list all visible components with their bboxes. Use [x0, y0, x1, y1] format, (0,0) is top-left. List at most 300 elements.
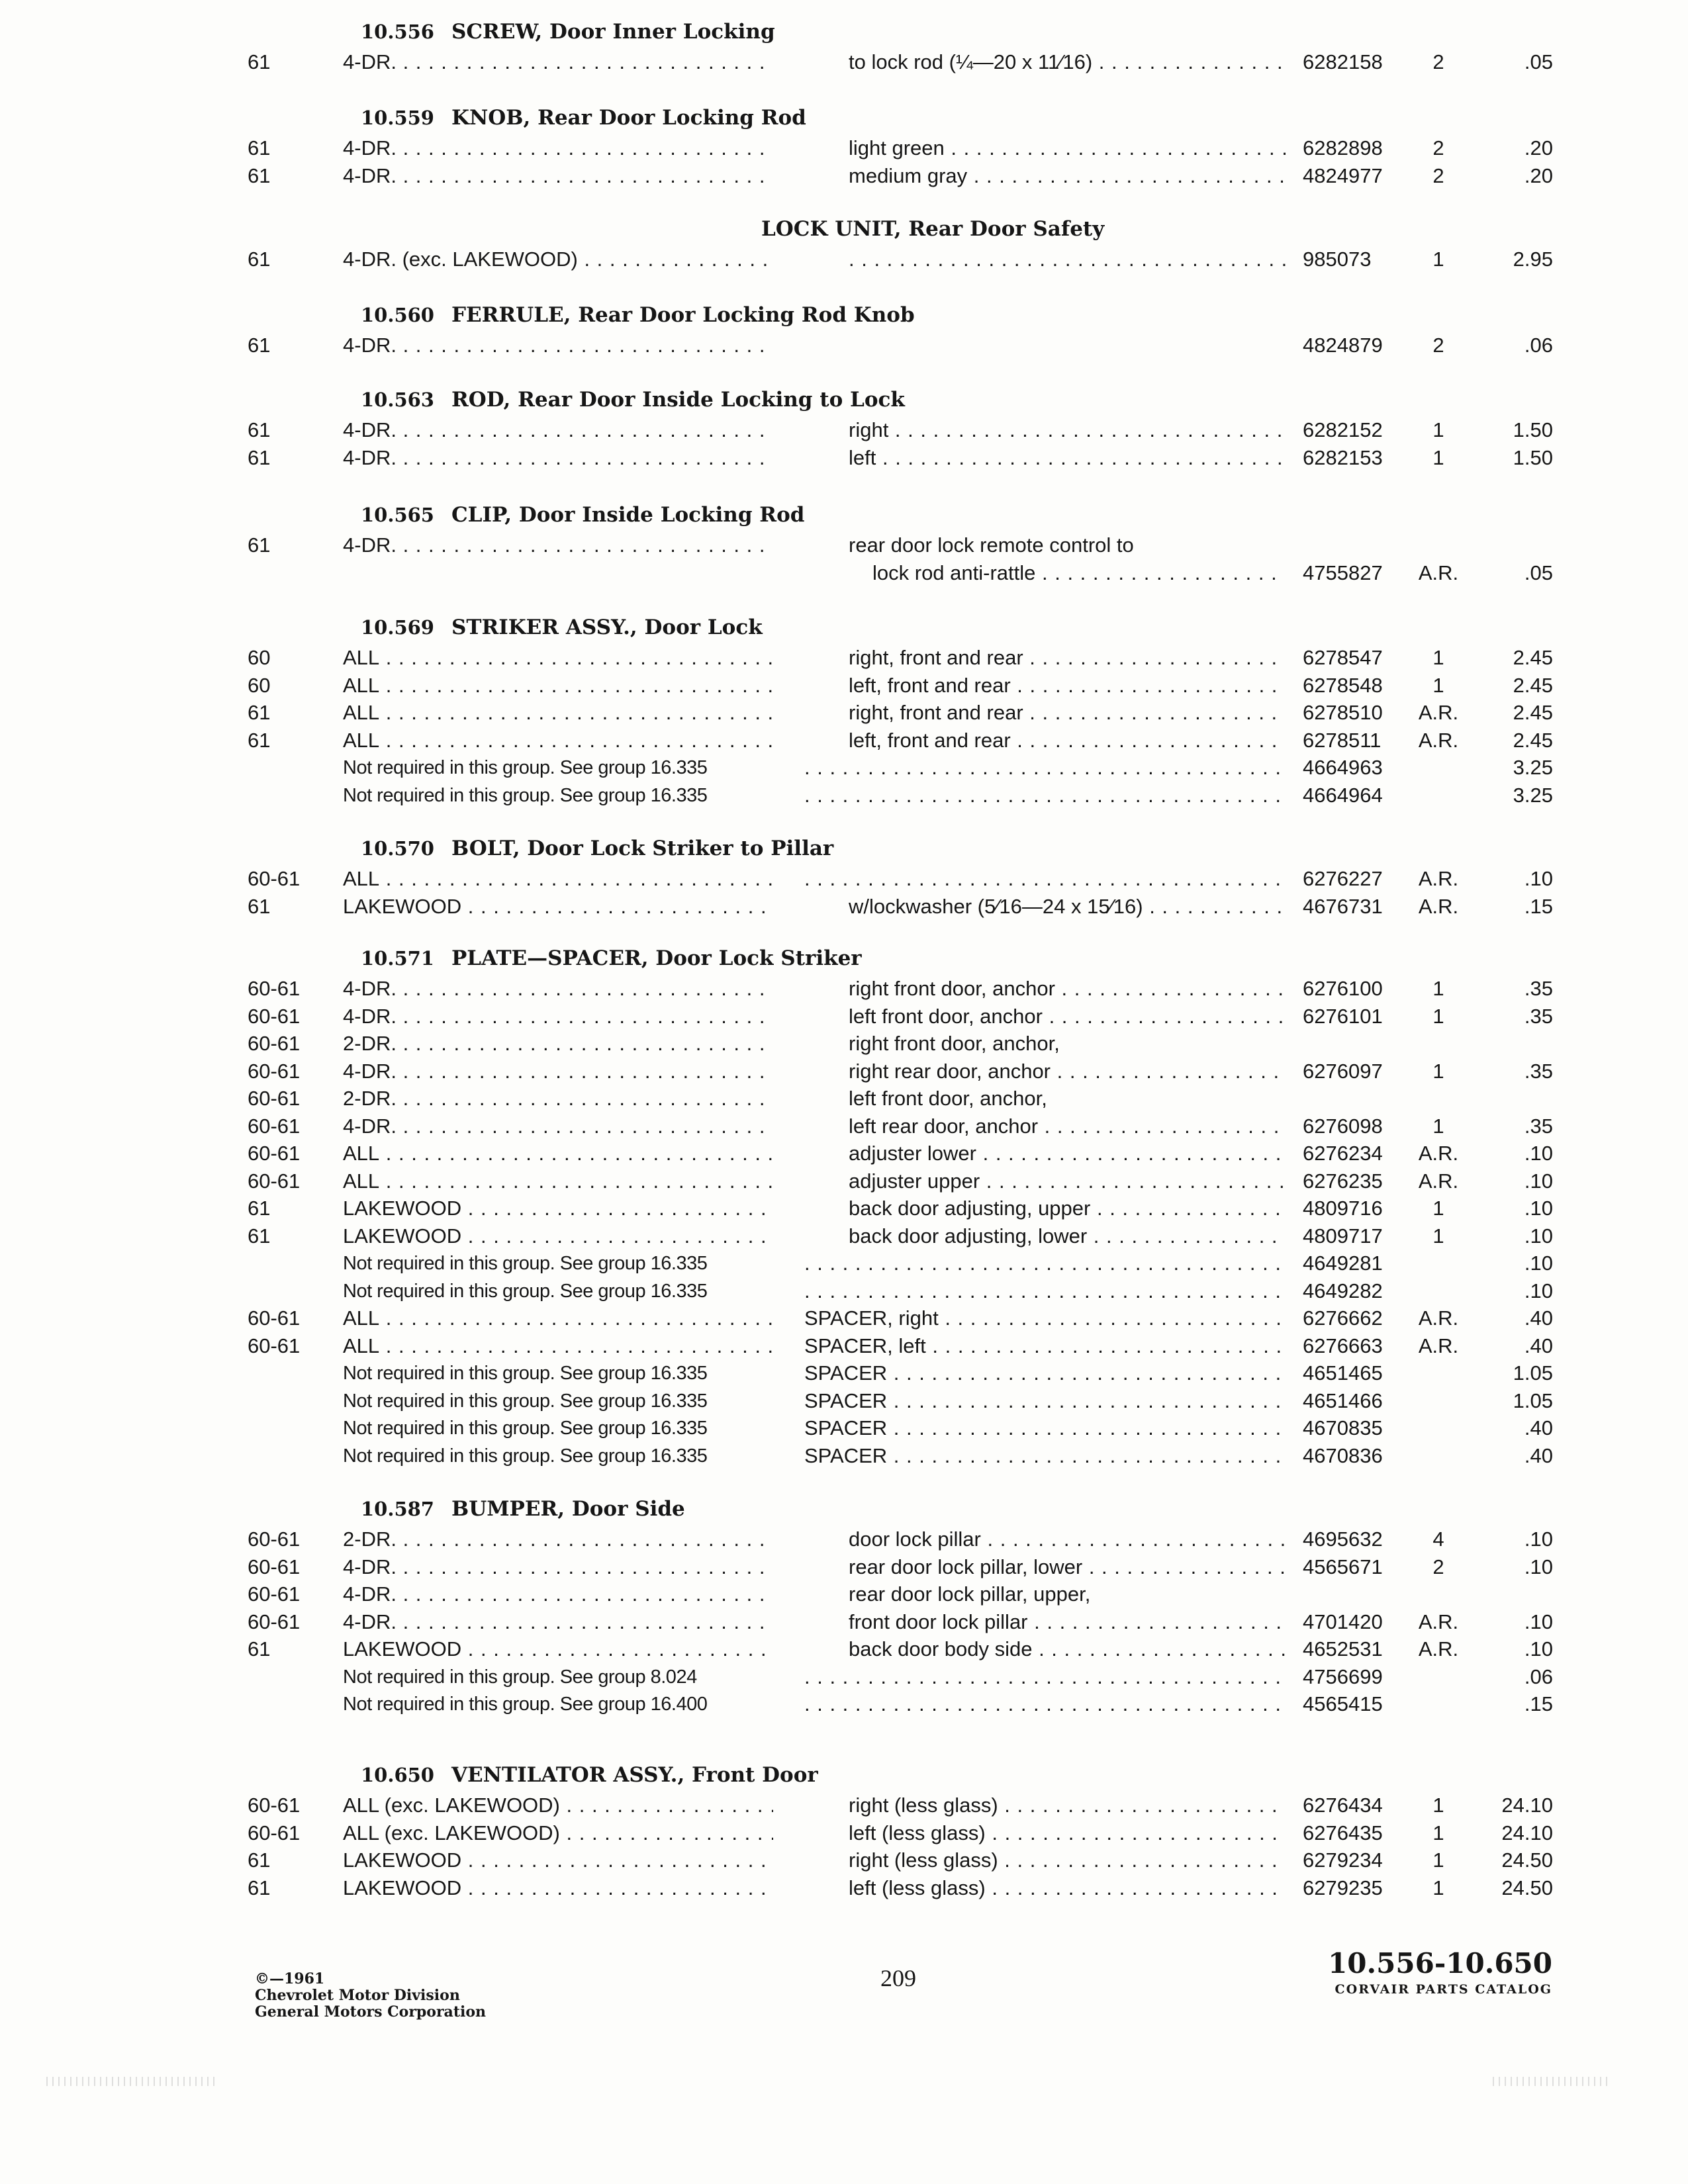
part-description: SPACER, right . . . — [804, 1304, 1286, 1332]
model-year: 60-61 — [248, 1334, 301, 1357]
body-model: Not required in this group. See group 16.335 — [343, 1390, 708, 1412]
part-row — [0, 416, 1688, 444]
quantity: A.R. — [1418, 1142, 1459, 1165]
part-description — [804, 1663, 1286, 1691]
body-model: ALL . . . — [343, 1140, 773, 1167]
part-row — [0, 134, 1688, 162]
quantity: 1 — [1432, 1197, 1444, 1220]
list-price: .35 — [1524, 977, 1553, 1000]
part-number: 6276098 — [1303, 1114, 1383, 1138]
list-price: 1.05 — [1513, 1361, 1553, 1385]
part-row — [0, 1140, 1688, 1167]
part-number: 6276663 — [1303, 1334, 1383, 1357]
list-price: .40 — [1524, 1416, 1553, 1439]
part-row — [0, 1690, 1688, 1718]
part-description — [849, 246, 1286, 273]
part-row — [0, 1332, 1688, 1360]
group-heading — [361, 503, 804, 527]
list-price: .06 — [1524, 1664, 1553, 1688]
page-number: 209 — [880, 1965, 916, 1991]
body-model: ALL . . . — [343, 644, 773, 672]
part-row — [0, 672, 1688, 700]
body-model: LAKEWOOD . . . — [343, 1635, 773, 1663]
model-year: 60-61 — [248, 867, 301, 890]
catalog-footer — [1291, 1947, 1552, 1997]
part-number: 4701420 — [1303, 1610, 1383, 1633]
list-price: 1.50 — [1513, 445, 1553, 469]
body-model: ALL (exc. LAKEWOOD) . . . — [343, 1819, 773, 1847]
part-row — [0, 1387, 1688, 1415]
list-price: 2.45 — [1513, 673, 1553, 697]
model-year: 60-61 — [248, 1169, 301, 1193]
part-description: left (less glass) . . . — [849, 1819, 1286, 1847]
part-row — [0, 893, 1688, 921]
quantity: A.R. — [1418, 1637, 1459, 1661]
part-description: SPACER . . . — [804, 1359, 1286, 1387]
group-heading — [761, 217, 1104, 241]
model-year: 60-61 — [248, 1032, 301, 1055]
body-model: LAKEWOOD . . . — [343, 1195, 773, 1222]
model-year: 60-61 — [248, 977, 301, 1000]
group-heading — [361, 1497, 685, 1521]
part-number: 4649282 — [1303, 1279, 1383, 1302]
group-number: 10.563 — [361, 388, 434, 411]
body-model: 4-DR. . . . — [343, 1608, 773, 1636]
model-year: 61 — [248, 334, 271, 357]
group-heading — [361, 303, 915, 327]
model-year: 61 — [248, 136, 271, 159]
list-price: 24.10 — [1501, 1794, 1553, 1817]
group-heading — [361, 106, 806, 130]
part-number: 4664964 — [1303, 783, 1383, 807]
quantity: 1 — [1432, 646, 1444, 669]
part-description: left rear door, anchor . . . — [849, 1113, 1286, 1140]
body-model: 4-DR. . . . — [343, 1580, 773, 1608]
list-price: .40 — [1524, 1306, 1553, 1330]
part-row — [0, 332, 1688, 359]
group-number: 10.556 — [361, 21, 434, 43]
part-row — [0, 1030, 1688, 1058]
quantity: A.R. — [1418, 701, 1459, 724]
group-number: 10.565 — [361, 504, 434, 526]
part-number: 6276435 — [1303, 1821, 1383, 1844]
list-price: 1.50 — [1513, 418, 1553, 441]
part-description: front door lock pillar . . . — [849, 1608, 1286, 1636]
part-number: 6276097 — [1303, 1059, 1383, 1083]
part-number: 4565671 — [1303, 1555, 1383, 1578]
part-row — [0, 48, 1688, 76]
body-model: Not required in this group. See group 16.335 — [343, 757, 708, 778]
model-year: 60-61 — [248, 1821, 301, 1844]
list-price: .10 — [1524, 1527, 1553, 1551]
quantity: A.R. — [1418, 1334, 1459, 1357]
part-description: w/lockwasher (5⁄16—24 x 15⁄16) . . . — [849, 893, 1286, 921]
part-description: adjuster lower . . . — [849, 1140, 1286, 1167]
list-price: .10 — [1524, 1197, 1553, 1220]
body-model: ALL . . . — [343, 1332, 773, 1360]
body-model: ALL (exc. LAKEWOOD) . . . — [343, 1792, 773, 1819]
part-row — [0, 1442, 1688, 1470]
body-model: 4-DR. . . . — [343, 1003, 773, 1030]
model-year: 60-61 — [248, 1004, 301, 1028]
group-title: PLATE—SPACER, Door Lock Striker — [451, 946, 862, 970]
part-description — [804, 1277, 1286, 1305]
quantity: A.R. — [1418, 1169, 1459, 1193]
list-price: 3.25 — [1513, 783, 1553, 807]
part-description: back door body side . . . — [849, 1635, 1286, 1663]
body-model: ALL . . . — [343, 699, 773, 727]
body-model: Not required in this group. See group 16.400 — [343, 1694, 708, 1715]
part-row — [0, 699, 1688, 727]
quantity: 1 — [1432, 1224, 1444, 1248]
group-heading — [361, 20, 775, 44]
quantity: A.R. — [1418, 1610, 1459, 1633]
part-row — [0, 975, 1688, 1003]
body-model: ALL . . . — [343, 1304, 773, 1332]
group-heading — [361, 837, 833, 860]
list-price: .40 — [1524, 1334, 1553, 1357]
part-row — [0, 1608, 1688, 1636]
list-price: 2.45 — [1513, 701, 1553, 724]
body-model: Not required in this group. See group 16.335 — [343, 1363, 708, 1384]
quantity: 2 — [1432, 50, 1444, 73]
quantity: 1 — [1432, 1821, 1444, 1844]
part-number: 4649281 — [1303, 1251, 1383, 1275]
part-description: right (less glass) . . . — [849, 1846, 1286, 1874]
part-description — [804, 754, 1286, 782]
part-description: right (less glass) . . . — [849, 1792, 1286, 1819]
list-price: 2.45 — [1513, 646, 1553, 669]
model-year: 61 — [248, 1848, 271, 1872]
corporation-name: General Motors Corporation — [255, 2003, 487, 2021]
part-row — [0, 1113, 1688, 1140]
part-number: 4755827 — [1303, 561, 1383, 584]
quantity: 4 — [1432, 1527, 1444, 1551]
group-title: CLIP, Door Inside Locking Rod — [451, 503, 805, 527]
part-number: 6282898 — [1303, 136, 1383, 159]
list-price: .40 — [1524, 1443, 1553, 1467]
list-price: 1.05 — [1513, 1388, 1553, 1412]
quantity: 1 — [1432, 445, 1444, 469]
quantity: 2 — [1432, 163, 1444, 187]
part-description: SPACER . . . — [804, 1442, 1286, 1470]
model-year: 60-61 — [248, 1527, 301, 1551]
quantity: 1 — [1432, 1059, 1444, 1083]
body-model: Not required in this group. See group 16.335 — [343, 1280, 708, 1302]
body-model: LAKEWOOD . . . — [343, 893, 773, 921]
part-description — [804, 1250, 1286, 1277]
part-number: 4809716 — [1303, 1197, 1383, 1220]
body-model: LAKEWOOD . . . — [343, 1874, 773, 1902]
part-row — [0, 1874, 1688, 1902]
body-model: 2-DR. . . . — [343, 1030, 773, 1058]
part-description: rear door lock pillar, lower . . . — [849, 1553, 1286, 1581]
quantity: 1 — [1432, 418, 1444, 441]
list-price: .15 — [1524, 894, 1553, 918]
scan-noise — [46, 2077, 218, 2086]
part-description: right, front and rear . . . — [849, 644, 1286, 672]
model-year: 61 — [248, 1224, 271, 1248]
list-price: .35 — [1524, 1004, 1553, 1028]
body-model: Not required in this group. See group 16.335 — [343, 1418, 708, 1439]
quantity: A.R. — [1418, 867, 1459, 890]
part-description: left, front and rear . . . — [849, 672, 1286, 700]
group-number: 10.650 — [361, 1764, 434, 1786]
list-price: .05 — [1524, 561, 1553, 584]
group-title: FERRULE, Rear Door Locking Rod Knob — [451, 303, 915, 327]
group-title: KNOB, Rear Door Locking Rod — [451, 106, 806, 130]
part-number: 4652531 — [1303, 1637, 1383, 1661]
part-number: 6278511 — [1303, 728, 1382, 752]
part-description — [804, 782, 1286, 809]
group-range: 10.556-10.650 — [1328, 1947, 1552, 1979]
part-row — [0, 1304, 1688, 1332]
group-title: BUMPER, Door Side — [451, 1497, 685, 1521]
body-model: LAKEWOOD . . . — [343, 1222, 773, 1250]
list-price: .10 — [1524, 1637, 1553, 1661]
quantity: 1 — [1432, 1794, 1444, 1817]
part-number: 4809717 — [1303, 1224, 1383, 1248]
model-year: 60-61 — [248, 1794, 301, 1817]
part-row — [0, 1792, 1688, 1819]
part-number: 6276434 — [1303, 1794, 1383, 1817]
body-model: 4-DR. . . . — [343, 48, 773, 76]
body-model: 4-DR. . . . — [343, 162, 773, 190]
part-row — [0, 531, 1688, 559]
model-year: 61 — [248, 1197, 271, 1220]
part-number: 6278510 — [1303, 701, 1383, 724]
group-number: 10.587 — [361, 1498, 434, 1520]
list-price: .10 — [1524, 1251, 1553, 1275]
body-model: 2-DR. . . . — [343, 1525, 773, 1553]
catalog-title: CORVAIR PARTS CATALOG — [1335, 1982, 1552, 1997]
part-number: 6276227 — [1303, 867, 1383, 890]
part-description: light green . . . — [849, 134, 1286, 162]
quantity: 1 — [1432, 1848, 1444, 1872]
part-description: left (less glass) . . . — [849, 1874, 1286, 1902]
part-row — [0, 1003, 1688, 1030]
part-number: 4756699 — [1303, 1664, 1383, 1688]
part-number: 6282153 — [1303, 445, 1383, 469]
model-year: 60-61 — [248, 1114, 301, 1138]
part-row — [0, 1846, 1688, 1874]
part-description — [804, 865, 1286, 893]
part-row — [0, 1359, 1688, 1387]
copyright-block — [255, 1971, 486, 2021]
part-description: left . . . — [849, 444, 1286, 472]
part-description: left front door, anchor . . . — [849, 1003, 1286, 1030]
part-number: 6276235 — [1303, 1169, 1383, 1193]
group-title: ROD, Rear Door Inside Locking to Lock — [451, 388, 905, 412]
part-row — [0, 1553, 1688, 1581]
list-price: .10 — [1524, 1610, 1553, 1633]
part-description: lock rod anti-rattle . . . — [872, 559, 1286, 587]
group-number: 10.559 — [361, 107, 434, 129]
model-year: 60-61 — [248, 1059, 301, 1083]
model-year: 60-61 — [248, 1610, 301, 1633]
body-model: Not required in this group. See group 16.335 — [343, 1253, 708, 1274]
quantity: A.R. — [1418, 561, 1459, 584]
part-description: right, front and rear . . . — [849, 699, 1286, 727]
list-price: .35 — [1524, 1114, 1553, 1138]
body-model: 4-DR. . . . — [343, 444, 773, 472]
part-row — [0, 1635, 1688, 1663]
model-year: 61 — [248, 50, 271, 73]
list-price: 2.95 — [1513, 248, 1553, 271]
part-description: medium gray . . . — [849, 162, 1286, 190]
part-row — [0, 754, 1688, 782]
quantity: 2 — [1432, 1555, 1444, 1578]
part-number: 4695632 — [1303, 1527, 1383, 1551]
list-price: .20 — [1524, 163, 1553, 187]
list-price: 24.50 — [1501, 1876, 1553, 1899]
model-year: 60 — [248, 673, 271, 697]
part-number: 6276234 — [1303, 1142, 1383, 1165]
part-row — [0, 162, 1688, 190]
list-price: .05 — [1524, 50, 1553, 73]
part-description: to lock rod (¼—20 x 11⁄16) . . . — [849, 48, 1286, 76]
part-number: 6278547 — [1303, 646, 1383, 669]
part-number: 6279235 — [1303, 1876, 1383, 1899]
model-year: 61 — [248, 728, 271, 752]
model-year: 61 — [248, 445, 271, 469]
group-number: 10.569 — [361, 616, 434, 639]
group-heading — [361, 1763, 818, 1787]
part-row — [0, 1277, 1688, 1305]
part-row — [0, 444, 1688, 472]
quantity: 2 — [1432, 334, 1444, 357]
part-number: 6276662 — [1303, 1306, 1383, 1330]
list-price: 24.10 — [1501, 1821, 1553, 1844]
list-price: .20 — [1524, 136, 1553, 159]
model-year: 60 — [248, 646, 271, 669]
list-price: 24.50 — [1501, 1848, 1553, 1872]
model-year: 61 — [248, 418, 271, 441]
quantity: 1 — [1432, 1004, 1444, 1028]
part-row — [0, 727, 1688, 754]
part-number: 985073 — [1303, 248, 1372, 271]
part-number: 4651466 — [1303, 1388, 1383, 1412]
part-number: 6282152 — [1303, 418, 1383, 441]
quantity: 1 — [1432, 1876, 1444, 1899]
list-price: .10 — [1524, 1224, 1553, 1248]
part-number: 6279234 — [1303, 1848, 1383, 1872]
part-description: rear door lock pillar, upper, — [849, 1582, 1091, 1606]
model-year: 60-61 — [248, 1582, 301, 1606]
part-row — [0, 782, 1688, 809]
quantity: 1 — [1432, 248, 1444, 271]
quantity: A.R. — [1418, 728, 1459, 752]
part-description: back door adjusting, upper . . . — [849, 1195, 1286, 1222]
group-title: BOLT, Door Lock Striker to Pillar — [451, 837, 834, 860]
body-model: Not required in this group. See group 16.335 — [343, 784, 708, 806]
part-number: 6276101 — [1303, 1004, 1383, 1028]
scan-noise — [1493, 2077, 1612, 2086]
group-title: STRIKER ASSY., Door Lock — [451, 615, 763, 639]
part-row — [0, 1167, 1688, 1195]
group-heading — [361, 615, 763, 639]
part-row — [0, 1195, 1688, 1222]
quantity: 2 — [1432, 136, 1444, 159]
part-description: back door adjusting, lower . . . — [849, 1222, 1286, 1250]
model-year: 61 — [248, 1876, 271, 1899]
quantity: 1 — [1432, 673, 1444, 697]
part-row — [0, 559, 1688, 587]
model-year: 61 — [248, 533, 271, 557]
part-row — [0, 1222, 1688, 1250]
part-description: rear door lock remote control to — [849, 533, 1134, 557]
part-description: SPACER . . . — [804, 1387, 1286, 1415]
part-description: right front door, anchor . . . — [849, 975, 1286, 1003]
group-number: 10.571 — [361, 947, 434, 970]
group-title: LOCK UNIT, Rear Door Safety — [761, 217, 1105, 241]
body-model: ALL . . . — [343, 672, 773, 700]
body-model: 2-DR. . . . — [343, 1085, 773, 1113]
model-year: 61 — [248, 163, 271, 187]
body-model: 4-DR. . . . — [343, 1553, 773, 1581]
part-row — [0, 246, 1688, 273]
body-model: 4-DR. . . . — [343, 1113, 773, 1140]
part-number: 4824879 — [1303, 334, 1383, 357]
group-title: VENTILATOR ASSY., Front Door — [451, 1763, 818, 1787]
model-year: 61 — [248, 894, 271, 918]
list-price: .10 — [1524, 1142, 1553, 1165]
part-row — [0, 1819, 1688, 1847]
model-year: 61 — [248, 1637, 271, 1661]
body-model: 4-DR. . . . — [343, 416, 773, 444]
part-description: door lock pillar . . . — [849, 1525, 1286, 1553]
model-year: 60-61 — [248, 1555, 301, 1578]
list-price: .06 — [1524, 334, 1553, 357]
part-number: 6278548 — [1303, 673, 1383, 697]
part-number: 4824977 — [1303, 163, 1383, 187]
part-row — [0, 1580, 1688, 1608]
part-number: 6276100 — [1303, 977, 1383, 1000]
group-number: 10.570 — [361, 837, 434, 860]
part-description: SPACER . . . — [804, 1414, 1286, 1442]
part-description: adjuster upper . . . — [849, 1167, 1286, 1195]
part-description: left front door, anchor, — [849, 1087, 1047, 1110]
list-price: .35 — [1524, 1059, 1553, 1083]
body-model: Not required in this group. See group 16.335 — [343, 1445, 708, 1467]
part-number: 6282158 — [1303, 50, 1383, 73]
part-row — [0, 1663, 1688, 1691]
quantity: 1 — [1432, 977, 1444, 1000]
part-description: right . . . — [849, 416, 1286, 444]
part-number: 4651465 — [1303, 1361, 1383, 1385]
list-price: .15 — [1524, 1692, 1553, 1715]
list-price: 2.45 — [1513, 728, 1553, 752]
quantity: A.R. — [1418, 1306, 1459, 1330]
part-description: right front door, anchor, — [849, 1032, 1060, 1055]
body-model: 4-DR. (exc. LAKEWOOD) . . . — [343, 246, 773, 273]
group-title: SCREW, Door Inner Locking — [451, 20, 775, 44]
list-price: .10 — [1524, 1555, 1553, 1578]
group-number: 10.560 — [361, 304, 434, 326]
body-model: 4-DR. . . . — [343, 975, 773, 1003]
part-description: SPACER, left . . . — [804, 1332, 1286, 1360]
part-number: 4565415 — [1303, 1692, 1383, 1715]
quantity: 1 — [1432, 1114, 1444, 1138]
body-model: ALL . . . — [343, 865, 773, 893]
part-number: 4676731 — [1303, 894, 1383, 918]
part-row — [0, 865, 1688, 893]
copyright-year: ©—1961 — [255, 1970, 325, 1987]
part-number: 4664963 — [1303, 756, 1383, 779]
part-row — [0, 1250, 1688, 1277]
division-name: Chevrolet Motor Division — [255, 1987, 460, 2004]
body-model: 4-DR. . . . — [343, 332, 773, 359]
